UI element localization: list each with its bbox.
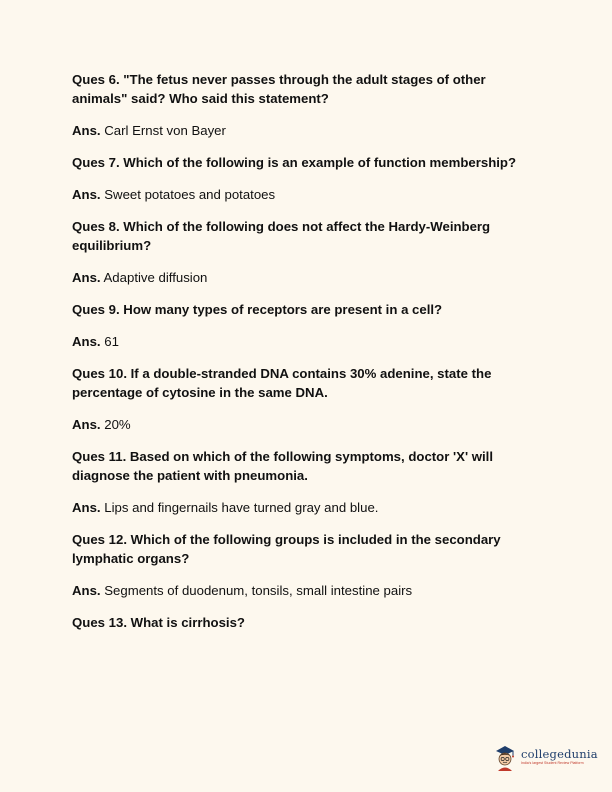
answer-12 [72,581,542,600]
qa-item-9 [72,300,542,351]
qa-item-10 [72,364,542,434]
qa-item-6 [72,70,542,140]
question-13: Ques 13. What is cirrhosis? [72,615,245,630]
answer-text: Lips and fingernails have turned gray and blue. [104,500,379,515]
collegedunia-logo [492,742,598,772]
question-7: Ques 7. Which of the following is an example of function membership? [72,155,517,170]
answer-text: 20% [104,417,131,432]
answer-text: 61 [104,334,119,349]
logo-tagline: India's largest Student Review Platform [521,761,584,765]
answer-label: Ans. [72,500,101,515]
qa-item-11 [72,447,542,517]
answer-text: Carl Ernst von Bayer [104,123,226,138]
qa-item-12 [72,530,542,600]
answer-text: Sweet potatoes and potatoes [104,187,276,202]
answer-label: Ans. [72,334,101,349]
qa-item-7 [72,153,542,204]
answer-text: Segments of duodenum, tonsils, small intestine pairs [104,583,413,598]
answer-10 [72,415,542,434]
answer-label: Ans. [72,417,101,432]
question-6: Ques 6. "The fetus never passes through the adult stages of other animals" said? Who said this statement? [72,72,486,106]
qa-item-8 [72,217,542,287]
question-12: Ques 12. Which of the following groups is included in the secondary lymphatic organs? [72,532,501,566]
question-8: Ques 8. Which of the following does not affect the Hardy-Weinberg equilibrium? [72,219,491,253]
student-mascot-icon [492,742,518,772]
answer-label: Ans. [72,187,101,202]
qa-list [72,70,542,645]
answer-11 [72,498,542,517]
answer-text: Adaptive diffusion [103,270,208,285]
answer-label: Ans. [72,123,101,138]
logo-text [521,748,598,766]
logo-name: collegedunia [521,747,598,761]
question-10: Ques 10. If a double-stranded DNA contains 30% adenine, state the percentage of cytosine in the same DNA. [72,366,492,400]
qa-item-13 [72,613,542,632]
answer-7 [72,185,542,204]
question-9: Ques 9. How many types of receptors are present in a cell? [72,302,443,317]
question-11: Ques 11. Based on which of the following symptoms, doctor 'X' will diagnose the patient with pneumonia. [72,449,494,483]
answer-9 [72,332,542,351]
answer-8 [72,268,542,287]
answer-6 [72,121,542,140]
answer-label: Ans. [72,583,101,598]
answer-label: Ans. [72,270,101,285]
